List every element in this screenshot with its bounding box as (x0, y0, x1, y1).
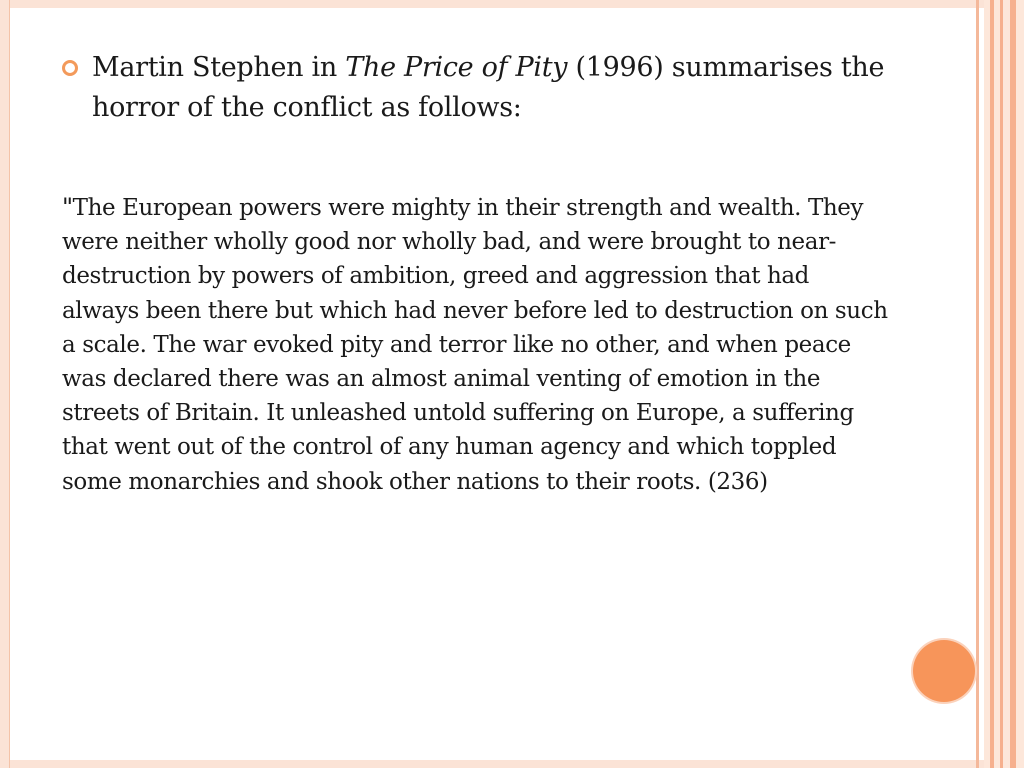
frame-right-stripe (1010, 0, 1016, 768)
ring-bullet-icon (62, 60, 78, 76)
quote-open-mark: " (62, 193, 73, 221)
quote-text: The European powers were mighty in their strength and wealth. They were neither wholly good nor wholly bad, and were brought to near- destruction by powers of ambition, greed and aggression that had always been there but which had never before led to destruction on such a scale. The war evoked pity and terror like no other, and when peace was declared there was an almost animal venting of emotion in the streets of Britain. It unleashed untold suffering on Europe, a suffering that went out of the control of any human agency and which toppled some monarchies and shook other nations to their roots. (236) (62, 195, 888, 495)
orange-circle-icon (913, 640, 975, 702)
bullet-item (62, 48, 942, 128)
bullet-suffix: (1996) summarises the horror of the conflict as follows: (92, 52, 885, 123)
book-title: The Price of Pity (345, 52, 568, 83)
bullet-prefix: Martin Stephen in (92, 52, 346, 83)
frame-top-border (0, 0, 984, 8)
frame-left-border (0, 0, 10, 768)
frame-right-stripe (1000, 0, 1003, 768)
frame-right-stripe (990, 0, 994, 768)
quote-block (62, 190, 892, 499)
bullet-text (92, 48, 942, 128)
frame-right-inner-line (976, 0, 979, 768)
frame-bottom-border (0, 760, 984, 768)
